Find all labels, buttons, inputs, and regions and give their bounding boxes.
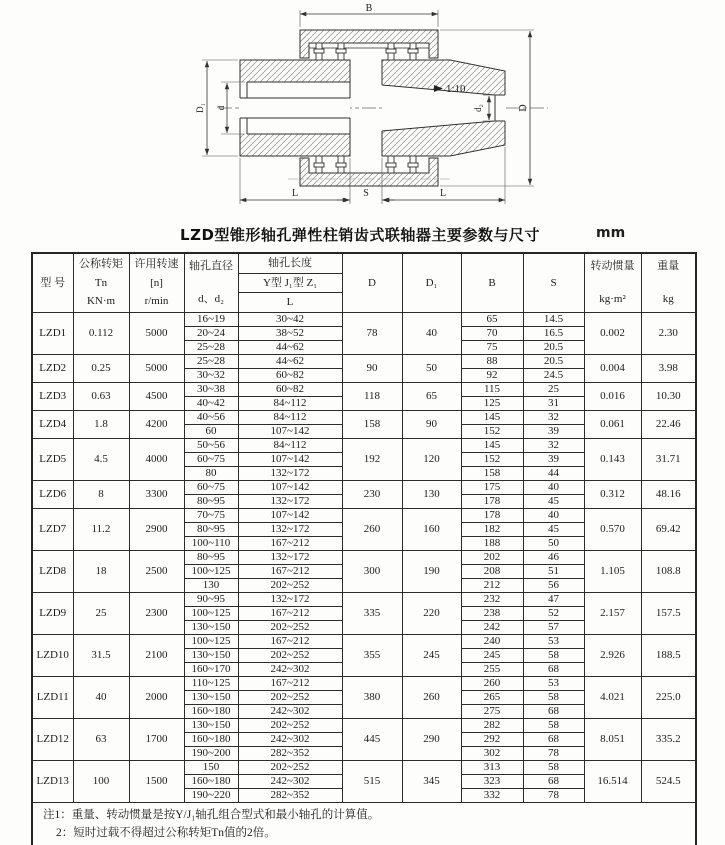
cell-B: 255: [461, 663, 523, 677]
parameters-table: [31, 252, 697, 845]
table-notes-row: [32, 803, 696, 845]
cell-bore-length: 242~302: [238, 705, 342, 719]
cell-bore-length: 60~82: [238, 383, 342, 397]
cell-bore-diameter: 60: [184, 425, 238, 439]
cell-B: 188: [461, 537, 523, 551]
cell-bore-length: 202~252: [238, 621, 342, 635]
note-2: 2：短时过载不得超过公称转矩Tn值的2倍。: [56, 826, 276, 839]
cell-S: 24.5: [523, 369, 584, 383]
cell-weight: 10.30: [641, 383, 696, 411]
col-header-B: B: [461, 253, 523, 313]
cell-B: 282: [461, 719, 523, 733]
cell-bore-length: 107~142: [238, 425, 342, 439]
cell-D: 300: [342, 551, 402, 593]
title-row: [0, 224, 725, 248]
cell-B: 125: [461, 397, 523, 411]
cell-B: 178: [461, 495, 523, 509]
cell-B: 202: [461, 551, 523, 565]
table-row: [32, 439, 696, 453]
cell-bore-diameter: 130~150: [184, 719, 238, 733]
cell-model: LZD13: [32, 761, 73, 803]
cell-bore-diameter: 16~19: [184, 313, 238, 327]
cell-B: 212: [461, 579, 523, 593]
cell-bore-length: 167~212: [238, 677, 342, 691]
left-hub: [240, 60, 350, 156]
cell-bore-diameter: 70~75: [184, 509, 238, 523]
cell-speed: 5000: [129, 355, 184, 383]
cell-B: 178: [461, 509, 523, 523]
dim-label-d1: D₁: [195, 103, 205, 113]
cell-speed: 4000: [129, 439, 184, 481]
outer-sleeve-bottom: [288, 158, 450, 186]
cell-bore-diameter: 40~56: [184, 411, 238, 425]
cell-D1: 290: [402, 719, 461, 761]
cell-D1: 130: [402, 481, 461, 509]
cell-B: 275: [461, 705, 523, 719]
cell-S: 39: [523, 453, 584, 467]
cell-bore-diameter: 130~150: [184, 621, 238, 635]
cell-B: 240: [461, 635, 523, 649]
table-row: [32, 719, 696, 733]
cell-B: 145: [461, 439, 523, 453]
col-header-model: 型 号: [32, 253, 73, 313]
cell-B: 332: [461, 789, 523, 803]
cell-bore-length: 202~252: [238, 761, 342, 775]
cell-torque: 40: [73, 677, 129, 719]
table-row: [32, 761, 696, 775]
cell-D1: 90: [402, 411, 461, 439]
cell-bore-length: 202~252: [238, 649, 342, 663]
col-header-D1: D₁: [402, 253, 461, 313]
cell-bore-diameter: 130: [184, 579, 238, 593]
cell-weight: 188.5: [641, 635, 696, 677]
cell-S: 58: [523, 649, 584, 663]
cell-speed: 4200: [129, 411, 184, 439]
col-header-D: D: [342, 253, 402, 313]
table-row: [32, 593, 696, 607]
cell-inertia: 4.021: [584, 677, 641, 719]
cell-D1: 345: [402, 761, 461, 803]
cell-model: LZD12: [32, 719, 73, 761]
cell-bore-length: 107~142: [238, 481, 342, 495]
note-1: 注1：重量、转动惯量是按Y/J₁轴孔组合型式和最小轴孔的计算值。: [43, 809, 380, 821]
cell-speed: 1700: [129, 719, 184, 761]
cell-B: 182: [461, 523, 523, 537]
table-row: [32, 551, 696, 565]
cell-D: 118: [342, 383, 402, 411]
cell-D: 445: [342, 719, 402, 761]
cell-model: LZD9: [32, 593, 73, 635]
unit-label: mm: [596, 225, 626, 241]
dim-label-s: S: [363, 188, 369, 199]
cell-S: 52: [523, 607, 584, 621]
cell-weight: 2.30: [641, 313, 696, 355]
cell-B: 152: [461, 453, 523, 467]
cell-inertia: 16.514: [584, 761, 641, 803]
cell-B: 292: [461, 733, 523, 747]
cell-S: 47: [523, 593, 584, 607]
cell-inertia: 0.570: [584, 509, 641, 551]
cell-bore-diameter: 190~200: [184, 747, 238, 761]
cell-B: 242: [461, 621, 523, 635]
table-row: [32, 509, 696, 523]
col-header-S: S: [523, 253, 584, 313]
cell-bore-diameter: 30~38: [184, 383, 238, 397]
table-row: [32, 635, 696, 649]
cell-S: 20.5: [523, 341, 584, 355]
cell-S: 78: [523, 789, 584, 803]
cell-bore-diameter: 110~125: [184, 677, 238, 691]
table-header-row: [32, 253, 696, 313]
cell-weight: 157.5: [641, 593, 696, 635]
cell-inertia: 0.143: [584, 439, 641, 481]
cell-bore-length: 107~142: [238, 509, 342, 523]
table-title: LZD型锥形轴孔弹性柱销齿式联轴器主要参数与尺寸: [180, 226, 540, 244]
cell-B: 313: [461, 761, 523, 775]
table-row: [32, 411, 696, 425]
cell-S: 40: [523, 509, 584, 523]
cell-D1: 65: [402, 383, 461, 411]
cell-bore-length: 167~212: [238, 565, 342, 579]
cell-S: 56: [523, 579, 584, 593]
col-header-torque: 公称转矩 Tn KN·m: [73, 253, 129, 313]
cell-S: 58: [523, 761, 584, 775]
cell-D1: 160: [402, 509, 461, 551]
cell-torque: 8: [73, 481, 129, 509]
cell-model: LZD2: [32, 355, 73, 383]
cell-D: 515: [342, 761, 402, 803]
cell-speed: 5000: [129, 313, 184, 355]
cell-S: 58: [523, 691, 584, 705]
cell-model: LZD7: [32, 509, 73, 551]
cell-model: LZD6: [32, 481, 73, 509]
cell-bore-length: 242~302: [238, 775, 342, 789]
cell-D1: 120: [402, 439, 461, 481]
cell-bore-length: 60~82: [238, 369, 342, 383]
cell-S: 25: [523, 383, 584, 397]
table-row: [32, 677, 696, 691]
cell-D1: 190: [402, 551, 461, 593]
cell-bore-length: 38~52: [238, 327, 342, 341]
cell-B: 88: [461, 355, 523, 369]
elastic-pins-bottom: [314, 156, 418, 173]
cell-inertia: 1.105: [584, 551, 641, 593]
cell-B: 208: [461, 565, 523, 579]
cell-weight: 48.16: [641, 481, 696, 509]
cell-bore-length: 132~172: [238, 467, 342, 481]
cell-bore-diameter: 60~75: [184, 481, 238, 495]
cell-S: 50: [523, 537, 584, 551]
cell-bore-diameter: 160~170: [184, 663, 238, 677]
cell-bore-length: 107~142: [238, 453, 342, 467]
cell-B: 265: [461, 691, 523, 705]
cell-torque: 4.5: [73, 439, 129, 481]
table-row: [32, 481, 696, 495]
cell-S: 45: [523, 495, 584, 509]
cell-D1: 220: [402, 593, 461, 635]
cell-B: 232: [461, 593, 523, 607]
dim-label-l-right: L: [439, 188, 447, 199]
cell-weight: 108.8: [641, 551, 696, 593]
cell-bore-diameter: 150: [184, 761, 238, 775]
cell-torque: 0.63: [73, 383, 129, 411]
cell-bore-length: 132~172: [238, 593, 342, 607]
cell-B: 175: [461, 481, 523, 495]
dim-label-d: d: [216, 105, 226, 111]
cell-weight: 225.0: [641, 677, 696, 719]
cell-bore-length: 202~252: [238, 719, 342, 733]
cell-D: 158: [342, 411, 402, 439]
cell-B: 115: [461, 383, 523, 397]
cell-S: 57: [523, 621, 584, 635]
cell-inertia: 0.061: [584, 411, 641, 439]
cell-model: LZD8: [32, 551, 73, 593]
cell-bore-diameter: 25~28: [184, 341, 238, 355]
cell-S: 14.5: [523, 313, 584, 327]
table-row: [32, 383, 696, 397]
cell-bore-length: 202~252: [238, 691, 342, 705]
cell-speed: 2100: [129, 635, 184, 677]
cell-bore-length: 132~172: [238, 551, 342, 565]
cell-D: 355: [342, 635, 402, 677]
table-body: [32, 313, 696, 803]
cell-bore-diameter: 80~95: [184, 495, 238, 509]
cell-bore-diameter: 30~32: [184, 369, 238, 383]
cell-bore-length: 282~352: [238, 747, 342, 761]
cell-bore-length: 242~302: [238, 733, 342, 747]
cell-S: 68: [523, 705, 584, 719]
cell-bore-length: 30~42: [238, 313, 342, 327]
cell-B: 260: [461, 677, 523, 691]
cell-speed: 2000: [129, 677, 184, 719]
dim-label-d-outer: D: [518, 104, 529, 112]
cell-model: LZD3: [32, 383, 73, 411]
cell-bore-diameter: 190~220: [184, 789, 238, 803]
cell-bore-diameter: 100~125: [184, 607, 238, 621]
cell-S: 40: [523, 481, 584, 495]
cell-bore-diameter: 130~150: [184, 649, 238, 663]
cell-torque: 18: [73, 551, 129, 593]
cell-S: 16.5: [523, 327, 584, 341]
cell-bore-diameter: 25~28: [184, 355, 238, 369]
cell-B: 323: [461, 775, 523, 789]
cell-S: 32: [523, 411, 584, 425]
cell-bore-length: 132~172: [238, 523, 342, 537]
cell-speed: 2900: [129, 509, 184, 551]
cell-D: 335: [342, 593, 402, 635]
cell-torque: 63: [73, 719, 129, 761]
cell-bore-length: 167~212: [238, 635, 342, 649]
cell-bore-length: 167~212: [238, 537, 342, 551]
cell-S: 39: [523, 425, 584, 439]
cell-speed: 3300: [129, 481, 184, 509]
cell-D1: 40: [402, 313, 461, 355]
cell-speed: 2500: [129, 551, 184, 593]
cell-speed: 1500: [129, 761, 184, 803]
cell-bore-diameter: 130~150: [184, 691, 238, 705]
cell-bore-diameter: 100~125: [184, 635, 238, 649]
cell-weight: 524.5: [641, 761, 696, 803]
cell-inertia: 2.157: [584, 593, 641, 635]
cell-S: 20.5: [523, 355, 584, 369]
cell-S: 46: [523, 551, 584, 565]
cell-bore-length: 44~62: [238, 341, 342, 355]
cell-weight: 31.71: [641, 439, 696, 481]
cell-S: 31: [523, 397, 584, 411]
cell-torque: 11.2: [73, 509, 129, 551]
cell-bore-length: 132~172: [238, 495, 342, 509]
cell-D: 90: [342, 355, 402, 383]
cell-model: LZD5: [32, 439, 73, 481]
cell-D1: 245: [402, 635, 461, 677]
cell-S: 53: [523, 677, 584, 691]
cell-B: 302: [461, 747, 523, 761]
cell-S: 58: [523, 719, 584, 733]
cell-bore-length: 84~112: [238, 397, 342, 411]
cell-bore-length: 84~112: [238, 411, 342, 425]
cell-B: 70: [461, 327, 523, 341]
cell-weight: 69.42: [641, 509, 696, 551]
cell-inertia: 2.926: [584, 635, 641, 677]
cell-bore-diameter: 80~95: [184, 523, 238, 537]
cell-D: 380: [342, 677, 402, 719]
cell-bore-length: 167~212: [238, 607, 342, 621]
cell-B: 145: [461, 411, 523, 425]
cell-bore-diameter: 20~24: [184, 327, 238, 341]
cell-bore-length: 44~62: [238, 355, 342, 369]
cell-bore-diameter: 60~75: [184, 453, 238, 467]
cell-B: 152: [461, 425, 523, 439]
taper-label: 1:10: [446, 83, 466, 95]
cell-bore-diameter: 100~125: [184, 565, 238, 579]
cell-bore-diameter: 160~180: [184, 775, 238, 789]
cell-S: 53: [523, 635, 584, 649]
cell-torque: 25: [73, 593, 129, 635]
cell-torque: 1.8: [73, 411, 129, 439]
cell-torque: 31.5: [73, 635, 129, 677]
cell-S: 68: [523, 775, 584, 789]
cell-B: 245: [461, 649, 523, 663]
cell-S: 78: [523, 747, 584, 761]
cell-torque: 100: [73, 761, 129, 803]
cell-B: 65: [461, 313, 523, 327]
table-row: [32, 355, 696, 369]
cell-inertia: 0.004: [584, 355, 641, 383]
col-header-bore-length: 轴孔长度 Y型 J₁型 Z₁ L: [238, 253, 342, 313]
cell-S: 32: [523, 439, 584, 453]
cell-D: 260: [342, 509, 402, 551]
dim-label-b: B: [365, 3, 373, 14]
cell-bore-length: 242~302: [238, 663, 342, 677]
cell-bore-diameter: 160~180: [184, 705, 238, 719]
cell-bore-length: 282~352: [238, 789, 342, 803]
dim-label-d2: d₂: [473, 104, 483, 112]
cell-model: LZD4: [32, 411, 73, 439]
cell-model: LZD10: [32, 635, 73, 677]
cell-weight: 3.98: [641, 355, 696, 383]
cell-inertia: 0.016: [584, 383, 641, 411]
cell-B: 238: [461, 607, 523, 621]
cell-S: 45: [523, 523, 584, 537]
cell-speed: 4500: [129, 383, 184, 411]
cell-B: 75: [461, 341, 523, 355]
cell-bore-length: 84~112: [238, 439, 342, 453]
cell-inertia: 0.312: [584, 481, 641, 509]
cell-D1: 50: [402, 355, 461, 383]
cell-bore-diameter: 40~42: [184, 397, 238, 411]
table-row: [32, 313, 696, 327]
cell-S: 51: [523, 565, 584, 579]
cell-speed: 2300: [129, 593, 184, 635]
cell-bore-diameter: 100~110: [184, 537, 238, 551]
cell-model: LZD11: [32, 677, 73, 719]
cell-model: LZD1: [32, 313, 73, 355]
right-hub: [382, 60, 505, 156]
cell-weight: 22.46: [641, 411, 696, 439]
elastic-pins-top: [314, 43, 418, 60]
col-header-speed: 许用转速 [n] r/min: [129, 253, 184, 313]
cell-bore-diameter: 50~56: [184, 439, 238, 453]
cell-torque: 0.112: [73, 313, 129, 355]
cell-D: 78: [342, 313, 402, 355]
cell-weight: 335.2: [641, 719, 696, 761]
cell-B: 92: [461, 369, 523, 383]
cell-B: 158: [461, 467, 523, 481]
cell-bore-diameter: 80: [184, 467, 238, 481]
cell-bore-length: 202~252: [238, 579, 342, 593]
cell-S: 68: [523, 663, 584, 677]
coupling-section-drawing: [0, 0, 725, 242]
cell-S: 68: [523, 733, 584, 747]
cell-inertia: 8.051: [584, 719, 641, 761]
cell-D: 192: [342, 439, 402, 481]
cell-S: 44: [523, 467, 584, 481]
cell-D: 230: [342, 481, 402, 509]
col-header-inertia: 转动惯量 kg·m²: [584, 253, 641, 313]
cell-D1: 260: [402, 677, 461, 719]
cell-bore-diameter: 160~180: [184, 733, 238, 747]
col-header-weight: 重量 kg: [641, 253, 696, 313]
cell-inertia: 0.002: [584, 313, 641, 355]
col-header-bore-diameter: 轴孔直径 d、d₂: [184, 253, 238, 313]
cell-torque: 0.25: [73, 355, 129, 383]
cell-bore-diameter: 80~95: [184, 551, 238, 565]
cell-bore-diameter: 90~95: [184, 593, 238, 607]
dim-label-l-left: L: [291, 188, 299, 199]
